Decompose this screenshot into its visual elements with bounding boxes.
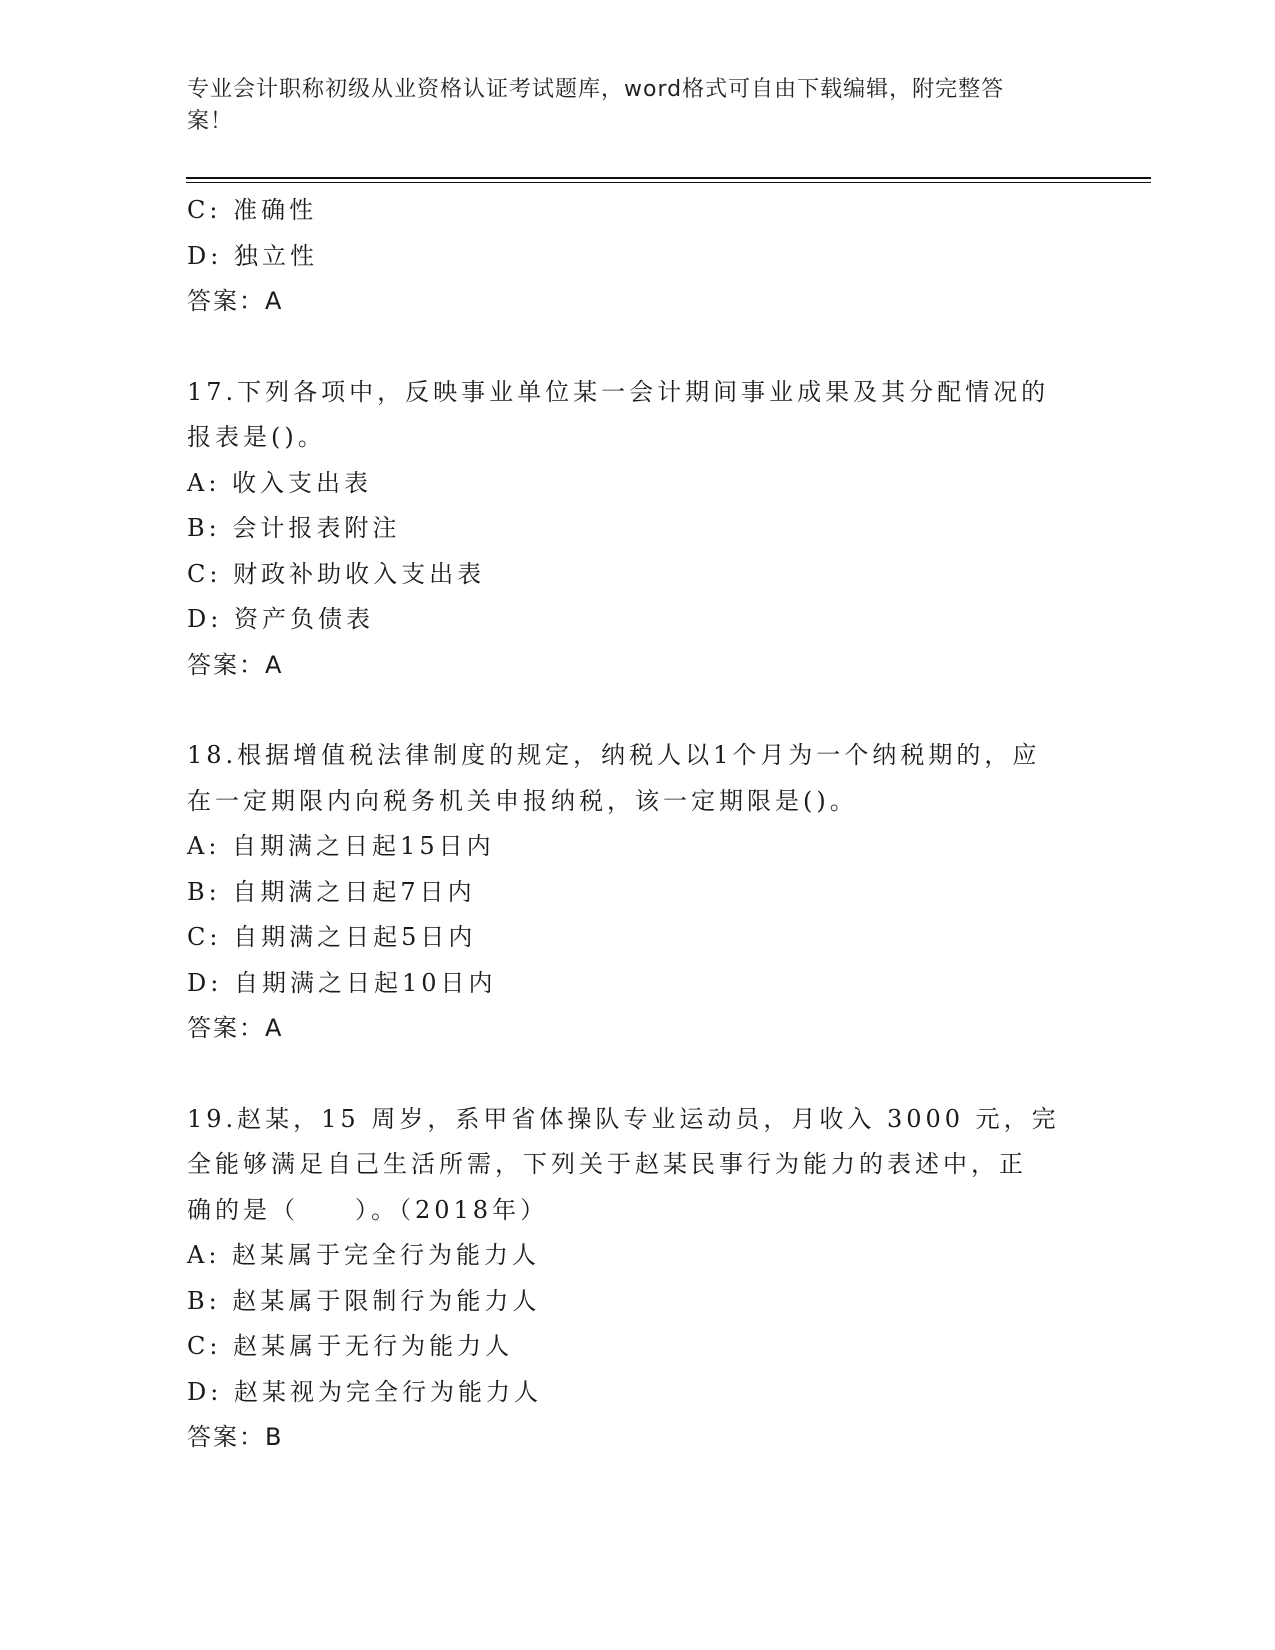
option-c: C: 自期满之日起5日内	[187, 923, 477, 951]
question-stem-line: 报表是()。	[187, 423, 326, 451]
option-d: D: 独立性	[187, 241, 318, 270]
option-c: C: 赵某属于无行为能力人	[187, 1332, 514, 1360]
option-d: D: 赵某视为完全行为能力人	[187, 1377, 542, 1406]
question-stem-line: 全能够满足自己生活所需，下列关于赵某民事行为能力的表述中，正	[187, 1150, 1027, 1178]
option-a: A: 自期满之日起15日内	[187, 832, 495, 860]
header-line-2: 案！	[187, 109, 234, 134]
spacer	[187, 325, 1087, 370]
question-stem-line: 17.下列各项中，反映事业单位某一会计期间事业成果及其分配情况的	[187, 377, 1050, 406]
option-a: A: 赵某属于完全行为能力人	[187, 1241, 541, 1269]
question-19	[187, 1097, 1087, 1461]
question-17	[187, 370, 1087, 689]
header-line-1: 专业会计职称初级从业资格认证考试题库，word格式可自由下载编辑，附完整答	[187, 77, 1005, 102]
header-divider-thick	[186, 177, 1151, 179]
answer-label: 答案：A	[187, 287, 284, 315]
header-divider-thin	[186, 182, 1151, 183]
answer-label: 答案：A	[187, 1014, 284, 1042]
page-header	[187, 74, 1067, 138]
option-d: D: 自期满之日起10日内	[187, 968, 497, 997]
spacer	[187, 1052, 1087, 1097]
question-stem-line: 18.根据增值税法律制度的规定，纳税人以1个月为一个纳税期的，应	[187, 741, 1041, 769]
option-a: A: 收入支出表	[187, 468, 373, 497]
question-list	[187, 188, 1087, 1461]
question-stem-line: 在一定期限内向税务机关申报纳税，该一定期限是()。	[187, 786, 858, 815]
question-16-continued	[187, 188, 1087, 325]
option-c: C: 财政补助收入支出表	[187, 559, 486, 588]
question-stem-line: 确的是（ ）。（2018年）	[187, 1195, 549, 1224]
question-18	[187, 733, 1087, 1052]
answer-label: 答案：A	[187, 650, 284, 679]
option-b: B: 自期满之日起7日内	[187, 877, 476, 906]
option-b: B: 会计报表附注	[187, 514, 401, 542]
option-c: C: 准确性	[187, 196, 318, 224]
option-d: D: 资产负债表	[187, 605, 374, 633]
option-b: B: 赵某属于限制行为能力人	[187, 1286, 541, 1315]
answer-label: 答案：B	[187, 1423, 284, 1451]
spacer	[187, 688, 1087, 733]
question-stem-line: 19.赵某，15 周岁，系甲省体操队专业运动员，月收入 3000 元，完	[187, 1104, 1060, 1133]
